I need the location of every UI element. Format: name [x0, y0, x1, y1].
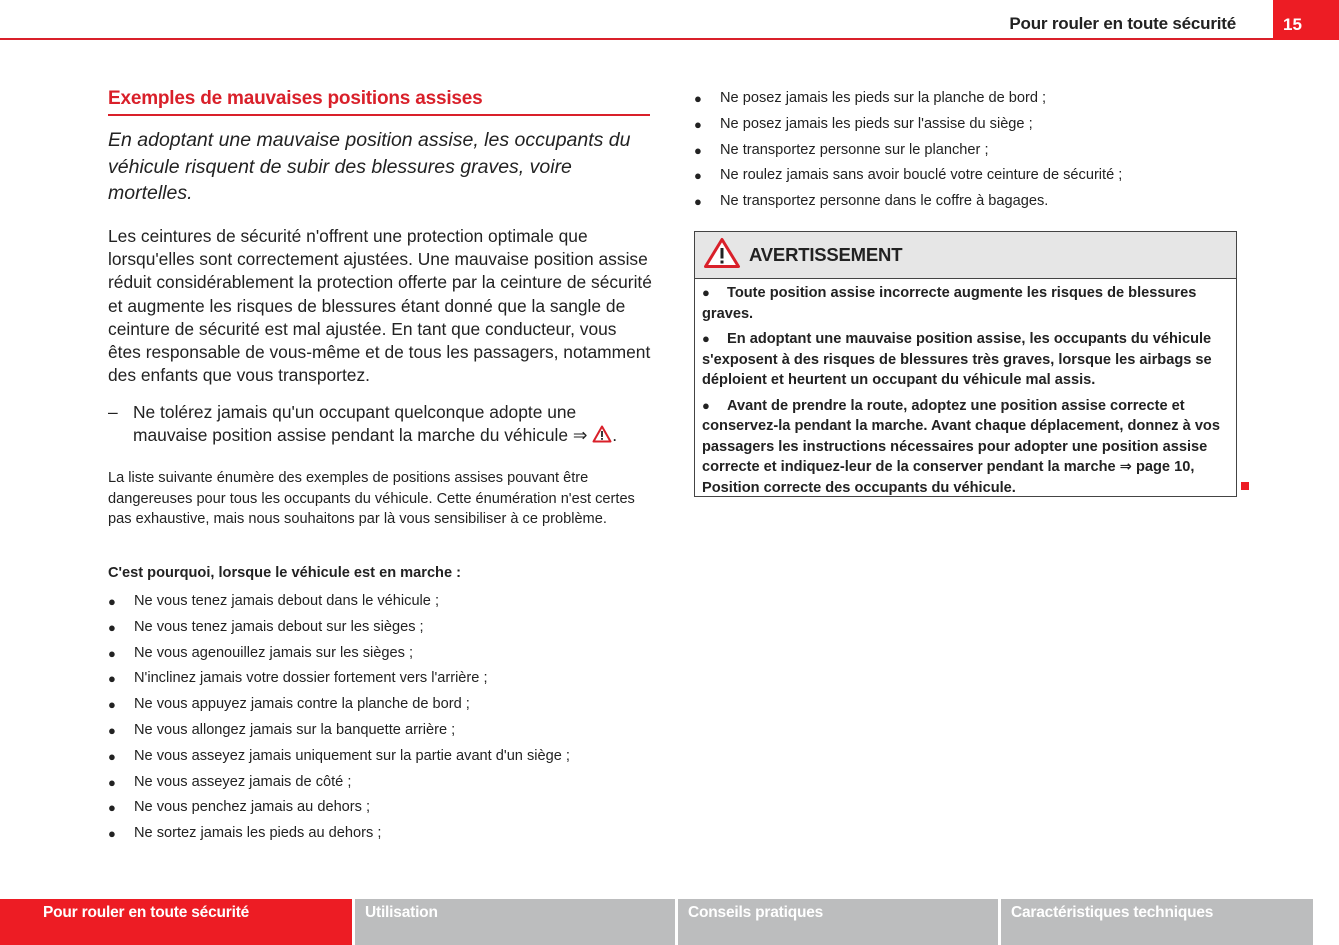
- end-of-section-marker: [1241, 482, 1249, 490]
- list-item-text: N'inclinez jamais votre dossier fortement vers l'arrière ;: [134, 670, 488, 687]
- list-item-text: Ne vous tenez jamais debout dans le véhicule ;: [134, 593, 440, 609]
- bullet-icon: ●: [694, 91, 702, 106]
- instruction-text: Ne tolérez jamais qu'un occupant quelconque adopte une mauvaise position assise pendant la marche du véhicule ⇒: [133, 402, 588, 446]
- warning-item-text: Avant de prendre la route, adoptez une position assise correcte et conservez-la pendant la marche. Avant chaque déplacement, donnez à vos passagers les instructions nécessaires pour adopter une position assise correcte et indiquez-leur de la conserver pendant la marche ⇒ page 10, Position correcte des occupants du véhicule.: [702, 397, 1220, 496]
- warning-body: [695, 279, 1236, 498]
- warning-header: [695, 232, 1236, 279]
- list-item-text: Ne vous asseyez jamais de côté ;: [134, 773, 352, 790]
- bullet-icon: ●: [108, 645, 116, 661]
- running-header-title: Pour rouler en toute sécurité: [1009, 14, 1236, 33]
- list-item: [694, 86, 1239, 112]
- bad-positions-list-right: [694, 86, 1239, 215]
- tab-conseils-pratiques[interactable]: Conseils pratiques: [678, 899, 998, 945]
- list-item-text: Ne roulez jamais sans avoir bouclé votre ceinture de sécurité ;: [720, 167, 1123, 184]
- bullet-icon: ●: [108, 594, 116, 609]
- tab-pour-rouler-en-toute-securite[interactable]: Pour rouler en toute sécurité: [0, 899, 352, 945]
- list-item-text: Ne vous allongez jamais sur la banquette arrière ;: [134, 721, 456, 738]
- warning-triangle-icon: [703, 237, 741, 274]
- warning-box: [694, 231, 1237, 497]
- section-intro: En adoptant une mauvaise position assise, les occupants du véhicule risquent de subir des blessures graves, voire mortelles.: [108, 129, 631, 204]
- list-item: [108, 615, 653, 641]
- page-number: 15: [1273, 0, 1339, 40]
- warning-title: AVERTISSEMENT: [749, 244, 903, 265]
- tab-utilisation[interactable]: Utilisation: [355, 899, 675, 945]
- warning-item-text: En adoptant une mauvaise position assise, les occupants du véhicule s'exposent à des risques de blessures très graves, lorsque les airbags se déploient et heurtent un occupant du véhicule mal assis.: [702, 331, 1212, 388]
- instruction-item: [108, 401, 653, 449]
- instruction-end: .: [612, 425, 618, 446]
- warning-reference-icon[interactable]: [592, 425, 612, 449]
- bullet-icon: ●: [702, 331, 710, 346]
- warning-item: [702, 283, 1228, 324]
- list-item-text: Ne vous asseyez jamais uniquement sur la partie avant d'un siège ;: [134, 747, 570, 764]
- list-item-text: Ne vous penchez jamais au dehors ;: [134, 799, 371, 816]
- list-item-text: Ne sortez jamais les pieds au dehors ;: [134, 825, 382, 842]
- list-item: [108, 666, 653, 692]
- bullet-icon: ●: [694, 116, 702, 132]
- instruction-text-wrap: [133, 401, 653, 449]
- list-item: [108, 692, 653, 718]
- list-item: [108, 795, 653, 821]
- list-item: [694, 189, 1239, 215]
- warning-item: [702, 396, 1228, 499]
- bullet-icon: ●: [108, 774, 116, 790]
- bullet-icon: ●: [108, 748, 116, 764]
- bullet-icon: ●: [694, 194, 702, 210]
- list-item-text: Ne vous tenez jamais debout sur les sièges ;: [134, 618, 424, 635]
- bullet-icon: ●: [108, 697, 116, 713]
- warning-item: [702, 329, 1228, 391]
- bullet-icon: ●: [108, 800, 116, 816]
- bullet-icon: ●: [108, 619, 116, 635]
- bad-positions-list-left: [108, 589, 653, 847]
- list-item: [108, 744, 653, 770]
- list-item: [694, 163, 1239, 189]
- list-item-text: Ne transportez personne sur le plancher ;: [720, 141, 989, 158]
- bullet-icon: ●: [694, 168, 702, 184]
- list-item-text: Ne posez jamais les pieds sur la planche de bord ;: [720, 90, 1047, 106]
- tab-caracteristiques-techniques[interactable]: Caractéristiques techniques: [1001, 899, 1313, 945]
- bullet-icon: ●: [108, 671, 116, 687]
- list-item-text: Ne vous appuyez jamais contre la planche de bord ;: [134, 696, 470, 713]
- list-item-text: Ne posez jamais les pieds sur l'assise du siège ;: [720, 115, 1033, 132]
- list-item: [108, 589, 653, 615]
- bullet-icon: ●: [108, 722, 116, 738]
- bullet-icon: ●: [702, 285, 710, 300]
- list-item: [694, 138, 1239, 164]
- dash-marker: –: [108, 402, 118, 422]
- chapter-tabs: [0, 899, 1339, 945]
- header-rule: [0, 38, 1273, 40]
- list-item: [108, 821, 653, 847]
- body-paragraph: Les ceintures de sécurité n'offrent une protection optimale que lorsqu'elles sont correctement ajustées. Une mauvaise position assise réduit considérablement la protection offerte par la ceinture de sécurité et augmente les risques de blessures étant donné que la sangle de ceinture de sécurité est mal ajustée. En tant que conducteur, vous êtes responsable de vous-même et de tous les passagers, notamment des enfants que vous transportez.: [108, 226, 652, 386]
- list-lead: C'est pourquoi, lorsque le véhicule est en marche :: [108, 565, 462, 581]
- list-item: [108, 641, 653, 667]
- warning-item-text: Toute position assise incorrecte augmente les risques de blessures graves.: [702, 285, 1197, 322]
- list-item: [108, 770, 653, 796]
- list-item-text: Ne transportez personne dans le coffre à bagages.: [720, 193, 1049, 210]
- bullet-icon: ●: [702, 397, 710, 413]
- list-item-text: Ne vous agenouillez jamais sur les sièges ;: [134, 644, 414, 661]
- list-intro-paragraph: La liste suivante énumère des exemples de positions assises pouvant être dangereuses pour tous les occupants du véhicule. Cette énumération n'est certes pas exhaustive, mais nous souhaitons par là vous sensibiliser à ce problème.: [108, 470, 635, 527]
- bullet-icon: ●: [694, 142, 702, 158]
- list-item: [108, 718, 653, 744]
- section-title: Exemples de mauvaises positions assises: [108, 88, 650, 116]
- bullet-icon: ●: [108, 826, 116, 842]
- list-item: [694, 112, 1239, 138]
